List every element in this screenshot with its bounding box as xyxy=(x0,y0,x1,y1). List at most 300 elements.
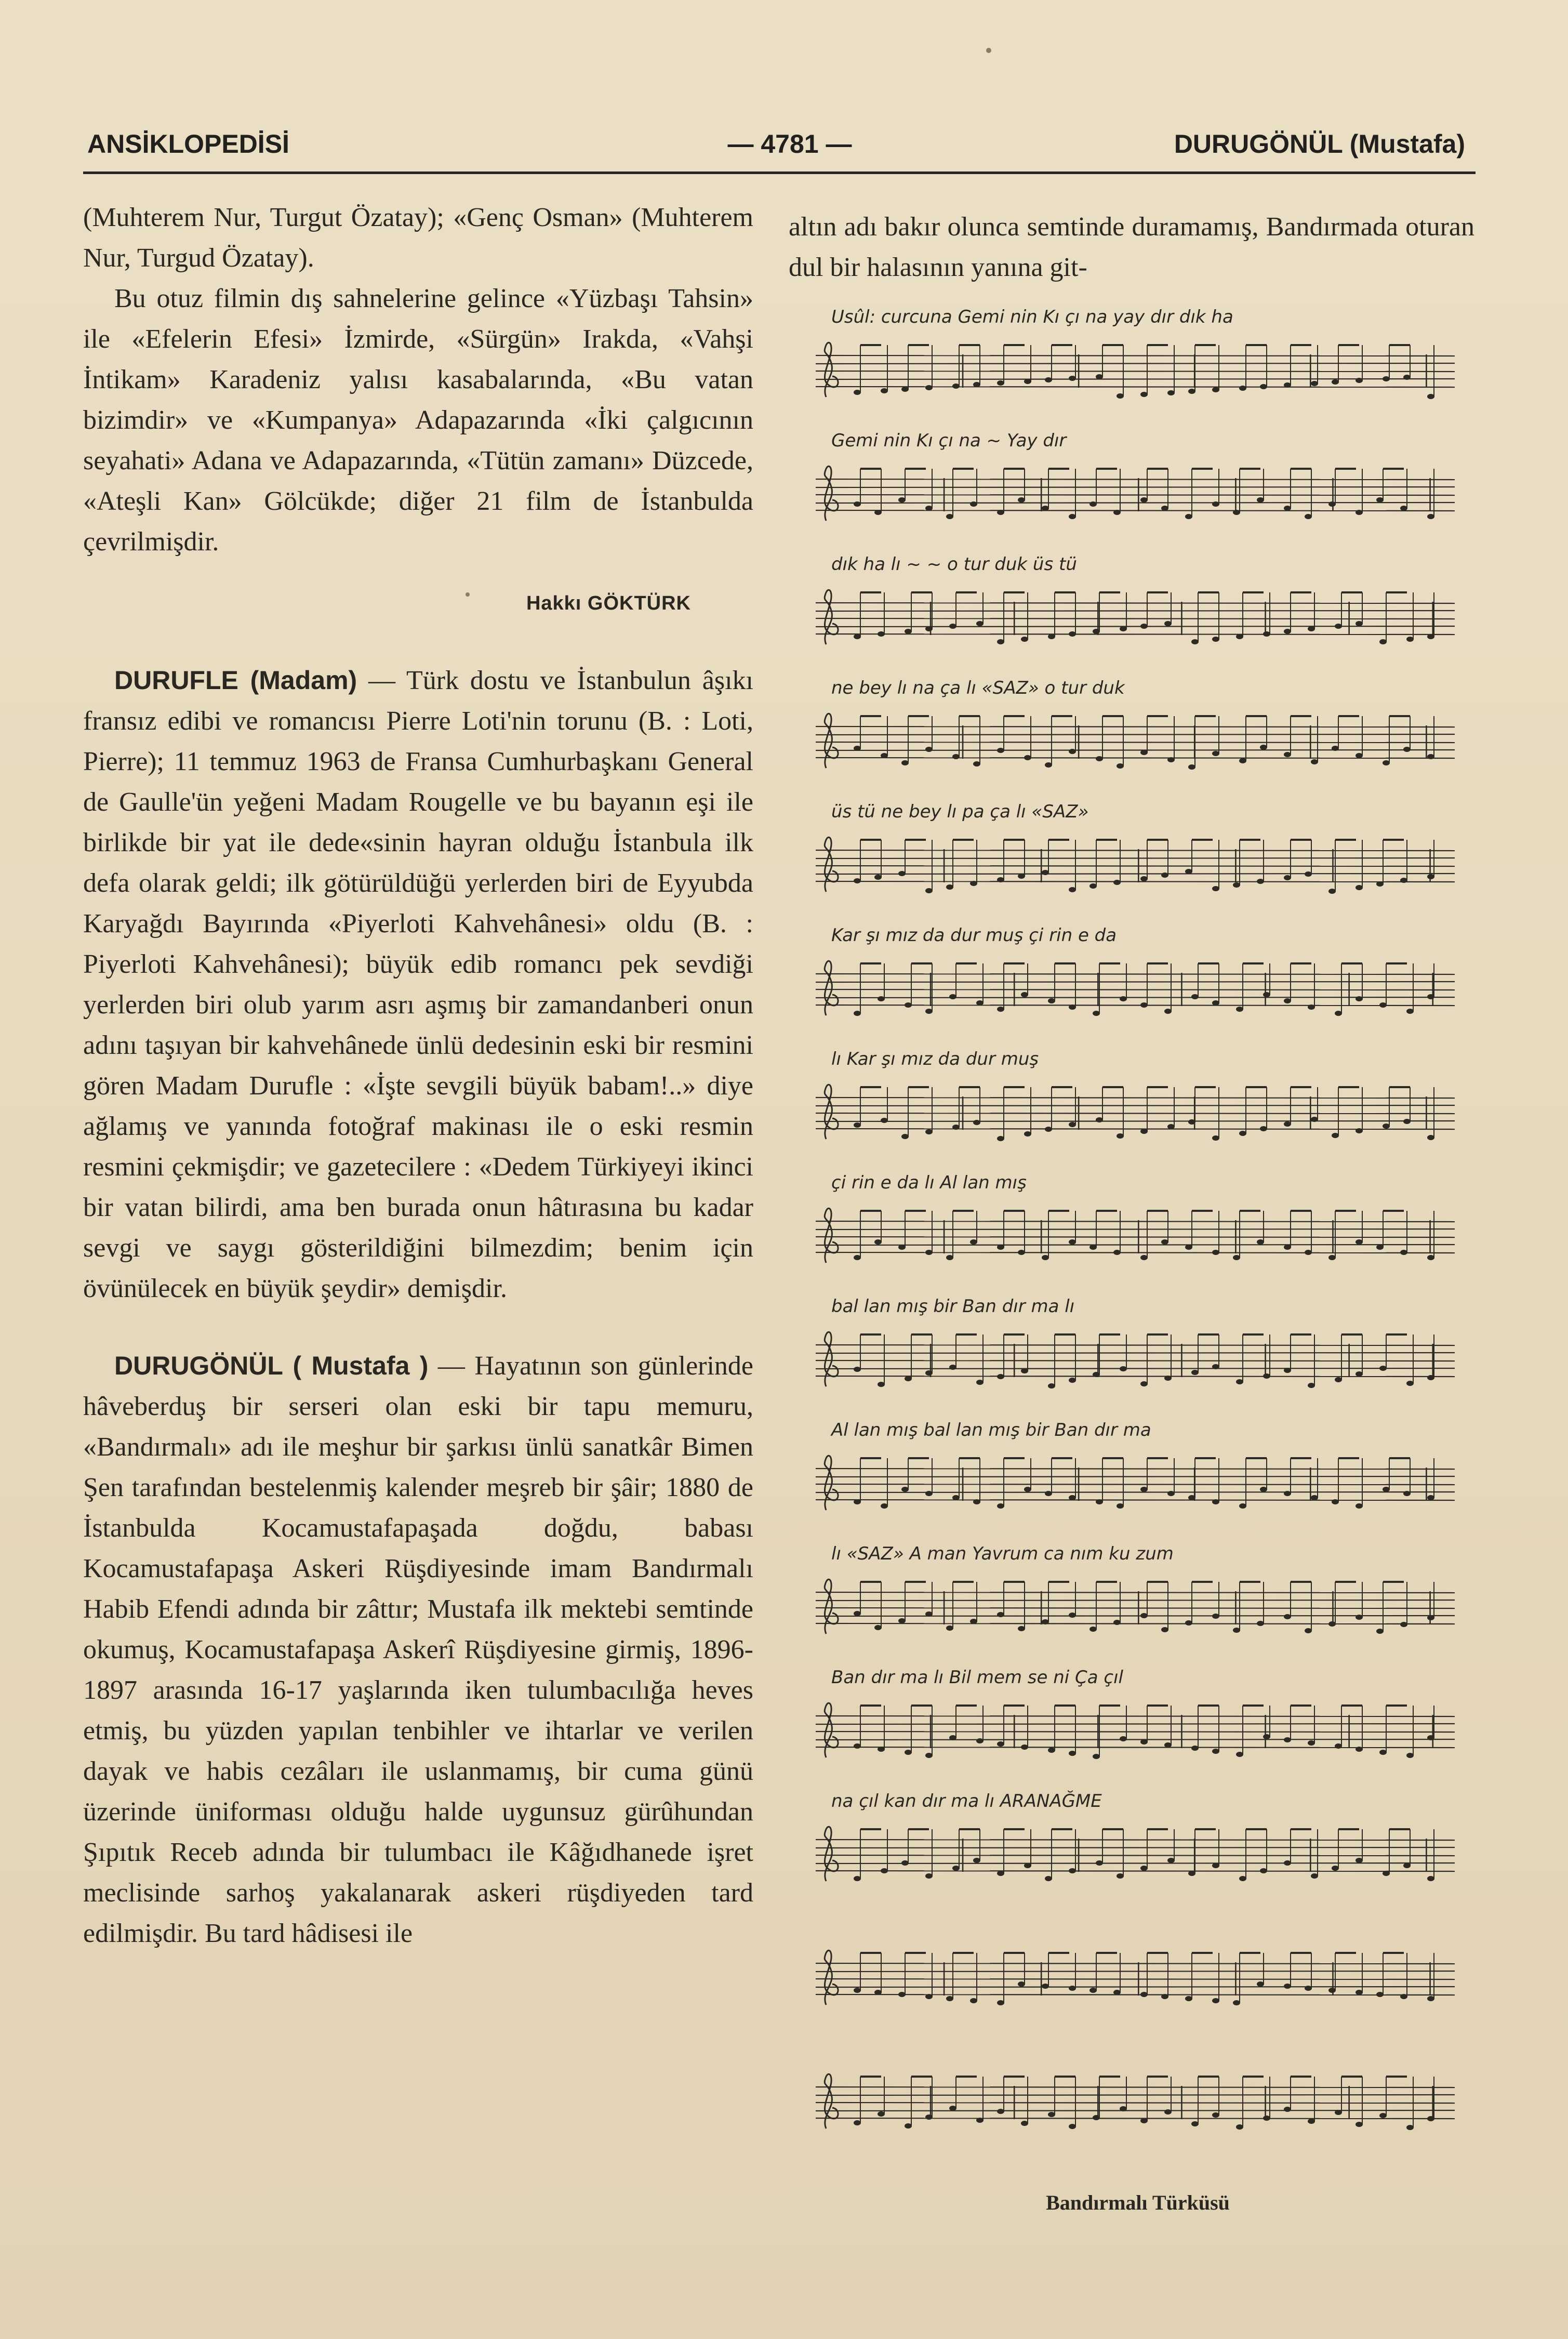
note-head xyxy=(905,1002,912,1008)
staff-system xyxy=(810,554,1465,678)
note-head xyxy=(1400,878,1407,883)
note-head xyxy=(901,1487,909,1492)
note-head xyxy=(1383,1124,1390,1129)
note-head xyxy=(901,1134,909,1139)
note-head xyxy=(1021,1368,1028,1373)
note-head xyxy=(1191,639,1199,644)
note-head xyxy=(1383,1871,1390,1876)
note-head xyxy=(1212,1863,1219,1868)
note-head xyxy=(1113,880,1121,885)
note-head xyxy=(854,390,861,395)
note-head xyxy=(1308,1383,1315,1388)
note-head xyxy=(1089,1988,1097,1993)
note-head xyxy=(854,1988,861,1993)
lyric-line: Gemi nin Kı çı na ~ Yay dır xyxy=(831,430,1067,451)
note-head xyxy=(1096,1860,1103,1866)
note-head xyxy=(1089,1245,1097,1250)
note-head xyxy=(925,2115,933,2120)
note-head xyxy=(946,884,953,890)
note-head xyxy=(997,2000,1004,2005)
note-head xyxy=(949,1365,956,1370)
note-head xyxy=(1284,1860,1291,1866)
note-head xyxy=(1069,749,1076,754)
running-head-right: DURUGÖNÜL (Mustafa) xyxy=(1174,129,1465,158)
note-head xyxy=(1376,1629,1384,1634)
staff-system xyxy=(810,1420,1465,1543)
note-head xyxy=(1236,1007,1243,1012)
note-head xyxy=(1332,1866,1339,1871)
note-head xyxy=(1263,1734,1270,1739)
note-head xyxy=(1403,1491,1411,1496)
note-head xyxy=(1284,1614,1291,1619)
note-head xyxy=(1356,1858,1363,1863)
note-head xyxy=(1284,752,1291,757)
note-head xyxy=(976,2118,984,2123)
note-head xyxy=(1284,1984,1291,1989)
note-head xyxy=(1356,996,1363,1001)
paragraph-film-list: (Muhterem Nur, Turgut Özatay); «Genç Osman» (Muhterem Nur, Turgud Özatay). xyxy=(83,203,753,273)
note-head xyxy=(1185,1996,1192,2001)
note-head xyxy=(1284,1737,1291,1742)
note-head xyxy=(1284,998,1291,1003)
note-head xyxy=(952,1495,960,1500)
note-head xyxy=(874,875,882,880)
note-head xyxy=(1113,510,1121,515)
note-head xyxy=(1356,621,1363,626)
note-head xyxy=(1305,514,1312,519)
note-head xyxy=(949,994,956,999)
note-head xyxy=(1048,998,1055,1003)
note-head xyxy=(1161,1627,1168,1632)
note-head xyxy=(1257,879,1264,884)
note-head xyxy=(1328,1255,1336,1260)
note-head xyxy=(997,1612,1004,1617)
note-head xyxy=(1188,1871,1195,1876)
treble-clef-icon xyxy=(825,837,838,892)
staff-lines xyxy=(810,1448,1465,1521)
lyric-line: Usûl: curcuna Gemi nin Kı çı na yay dır dık ha xyxy=(831,307,1233,327)
note-head xyxy=(1140,497,1148,503)
note-head xyxy=(925,1250,933,1255)
note-head xyxy=(1335,624,1342,629)
note-head xyxy=(1400,506,1407,511)
note-head xyxy=(881,388,888,393)
note-head xyxy=(1212,1135,1219,1141)
note-head xyxy=(1048,634,1055,639)
note-head xyxy=(925,1009,933,1014)
note-head xyxy=(1284,1245,1291,1250)
note-head xyxy=(997,1136,1004,1141)
staff-system xyxy=(810,430,1465,554)
note-head xyxy=(1239,1131,1246,1136)
note-head xyxy=(1212,2112,1219,2118)
note-head xyxy=(1191,1746,1199,1751)
note-head xyxy=(1018,1981,1025,1987)
lyric-line: lı Kar şı mız da dur muş xyxy=(831,1049,1039,1069)
note-head xyxy=(854,746,861,751)
note-head xyxy=(1212,501,1219,507)
staff-lines xyxy=(810,1695,1465,1768)
note-head xyxy=(1311,759,1318,764)
staff-system xyxy=(810,307,1465,430)
note-head xyxy=(1120,2106,1127,2111)
note-head xyxy=(1024,1487,1031,1492)
note-head xyxy=(1185,1620,1192,1626)
note-head xyxy=(1260,1487,1267,1492)
paragraph-right-continuation: altın adı bakır olunca semtinde duramamış, Bandırmada oturan dul bir halasının yanına git- xyxy=(789,212,1474,282)
note-head xyxy=(1042,506,1049,511)
note-head xyxy=(1096,756,1103,761)
left-column xyxy=(83,197,753,1954)
note-head xyxy=(1069,376,1076,381)
note-head xyxy=(1120,1366,1127,1371)
note-head xyxy=(1257,1621,1264,1626)
note-head xyxy=(1048,1748,1055,1753)
note-head xyxy=(1383,1487,1390,1492)
notation-caption: Bandırmalı Türküsü xyxy=(1046,2191,1230,2214)
staff-lines xyxy=(810,1200,1465,1273)
note-head xyxy=(1311,1873,1318,1879)
note-head xyxy=(1427,1735,1434,1740)
staff-lines xyxy=(810,1942,1465,2015)
note-head xyxy=(1045,377,1052,382)
note-head xyxy=(878,996,885,1001)
lyric-line: dık ha lı ~ ~ o tur duk üs tü xyxy=(831,554,1077,575)
note-head xyxy=(1167,757,1175,762)
note-head xyxy=(854,1743,861,1749)
note-head xyxy=(1406,1753,1414,1758)
note-head xyxy=(1024,1131,1031,1137)
note-head xyxy=(1093,2115,1100,2120)
note-head xyxy=(1069,1751,1076,1756)
staff-system xyxy=(810,1791,1465,1914)
note-head xyxy=(976,621,984,626)
note-head xyxy=(1403,747,1411,752)
note-head xyxy=(1260,1126,1267,1131)
note-head xyxy=(1096,374,1103,379)
note-head xyxy=(1042,870,1049,875)
staff-system xyxy=(810,1914,1465,2038)
note-head xyxy=(1335,1377,1342,1382)
note-head xyxy=(1356,1128,1363,1133)
note-head xyxy=(898,497,906,503)
note-head xyxy=(1284,2107,1291,2112)
note-head xyxy=(1427,1876,1434,1881)
note-head xyxy=(1308,1005,1315,1010)
note-head xyxy=(1257,1981,1264,1987)
entry-durugonul xyxy=(83,1345,753,1954)
note-head xyxy=(881,1868,888,1873)
note-head xyxy=(1096,1499,1103,1504)
note-head xyxy=(1018,1626,1025,1631)
note-head xyxy=(946,1996,953,2001)
staff-lines xyxy=(810,1077,1465,1149)
note-head xyxy=(970,881,977,886)
note-head xyxy=(1018,1250,1025,1255)
note-head xyxy=(973,761,980,767)
note-head xyxy=(1308,1740,1315,1746)
note-head xyxy=(1021,2121,1028,2126)
note-head xyxy=(1379,1750,1387,1755)
note-head xyxy=(874,1625,882,1630)
note-head xyxy=(976,1000,984,1006)
note-head xyxy=(1239,1876,1246,1881)
note-head xyxy=(1356,753,1363,758)
note-head xyxy=(1069,514,1076,519)
note-head xyxy=(1021,1745,1028,1750)
note-head xyxy=(1356,378,1363,383)
note-head xyxy=(997,1007,1004,1012)
note-head xyxy=(1335,1743,1342,1749)
note-head xyxy=(973,1858,980,1863)
note-head xyxy=(854,1611,861,1616)
staff-lines xyxy=(810,1819,1465,1892)
note-head xyxy=(1140,1992,1148,1997)
note-head xyxy=(1263,2116,1270,2121)
staff-system xyxy=(810,1049,1465,1172)
note-head xyxy=(1069,1495,1076,1500)
note-head xyxy=(970,1239,977,1245)
note-head xyxy=(1356,1990,1363,1995)
note-head xyxy=(1406,2125,1414,2130)
note-head xyxy=(1024,1863,1031,1868)
staff-system xyxy=(810,1667,1465,1791)
note-head xyxy=(1069,631,1076,637)
note-head xyxy=(1164,1376,1172,1381)
note-head xyxy=(925,1129,933,1134)
note-head xyxy=(905,629,912,634)
note-head xyxy=(1406,1381,1414,1386)
note-head xyxy=(1403,1863,1411,1868)
note-head xyxy=(1167,390,1175,395)
note-head xyxy=(1305,871,1312,877)
note-head xyxy=(1096,1117,1103,1122)
note-head xyxy=(1164,1742,1172,1748)
note-head xyxy=(1140,1129,1148,1134)
note-head xyxy=(925,888,933,893)
note-head xyxy=(1257,497,1264,503)
lyric-line: üs tü ne bey lı pa ça lı «SAZ» xyxy=(831,801,1089,822)
note-head xyxy=(901,760,909,765)
note-head xyxy=(1117,1133,1124,1139)
note-head xyxy=(1117,1873,1124,1879)
note-head xyxy=(898,1245,906,1250)
note-head xyxy=(1284,875,1291,880)
note-head xyxy=(881,753,888,758)
note-head xyxy=(878,1382,885,1387)
note-head xyxy=(1284,629,1291,634)
treble-clef-icon xyxy=(825,342,838,397)
note-head xyxy=(1400,1994,1407,1999)
note-head xyxy=(878,631,885,637)
note-head xyxy=(1311,1495,1318,1500)
note-head xyxy=(898,871,906,876)
note-head xyxy=(1236,2124,1243,2130)
note-head xyxy=(1045,1127,1052,1132)
note-head xyxy=(1167,1858,1175,1863)
note-head xyxy=(1113,1990,1121,1995)
treble-clef-icon xyxy=(825,961,838,1015)
note-head xyxy=(854,501,861,507)
note-head xyxy=(1263,1373,1270,1379)
note-head xyxy=(976,1380,984,1385)
note-head xyxy=(1328,1988,1336,1993)
note-head xyxy=(1069,1868,1076,1873)
note-head xyxy=(1356,1747,1363,1752)
note-head xyxy=(1120,996,1127,1001)
note-head xyxy=(1376,497,1384,503)
staff-system xyxy=(810,1296,1465,1420)
note-head xyxy=(1140,1381,1148,1386)
note-head xyxy=(925,626,933,631)
note-head xyxy=(1403,375,1411,380)
note-head xyxy=(970,1998,977,2003)
lyric-line xyxy=(831,2038,1455,2069)
note-head xyxy=(905,1376,912,1381)
note-head xyxy=(1260,384,1267,389)
note-head xyxy=(1167,1491,1175,1496)
note-head xyxy=(901,1860,909,1866)
note-head xyxy=(946,514,953,519)
note-head xyxy=(1212,1499,1219,1504)
note-head xyxy=(952,754,960,759)
note-head xyxy=(1233,882,1240,888)
note-head xyxy=(1018,874,1025,879)
note-head xyxy=(1021,637,1028,642)
note-head xyxy=(1018,497,1025,503)
note-head xyxy=(854,1011,861,1016)
note-head xyxy=(1024,379,1031,384)
note-head xyxy=(1161,873,1168,878)
note-head xyxy=(925,1753,933,1758)
note-head xyxy=(1427,634,1434,639)
note-head xyxy=(997,639,1004,644)
lyric-line: lı «SAZ» A man Yavrum ca nım ku zum xyxy=(831,1543,1174,1564)
note-head xyxy=(1328,501,1336,507)
note-head xyxy=(1356,1239,1363,1245)
note-head xyxy=(1140,1487,1148,1492)
note-head xyxy=(1263,631,1270,637)
treble-clef-icon xyxy=(825,1579,838,1634)
note-head xyxy=(1308,626,1315,631)
note-head xyxy=(1427,994,1434,999)
author-signature: Hakkı GÖKTÜRK xyxy=(526,592,691,614)
note-head xyxy=(1089,501,1097,507)
note-head xyxy=(997,1741,1004,1747)
note-head xyxy=(997,1374,1004,1379)
note-head xyxy=(1332,1499,1339,1504)
treble-clef-icon xyxy=(825,713,838,768)
note-head xyxy=(1332,1133,1339,1138)
entry-body-durufle: — Türk dostu ve İstanbulun âşıkı fransız edibi ve romancısı Pierre Loti'nin torunu (B. : Loti, Pierre); 11 temmuz 1963 de Fransa Cumhurbaşkanı General de Gaulle'ün yeğeni Madam Rougelle ve bu bayanın eşi ile birlikde bir yat ile dede«sinin hayran olduğu İstanbula ilk defa olarak geldi; ilk götürüldüğü yerlerden biri de Eyyubda Karyağdı Bayırında «Piyerloti Kahvehânesi» oldu (B. : Piyerloti Kahvehânesi); büyük edib romancı pek sevdiği yerlerden biri olub yarım asrı aşmış bir zamandanberi onun adını taşıyan bir kahvehânede ünlü dedesinin eski bir resmini gören Madam Durufle : «İşte sevgili büyük babam!..» diye ağlamış ve yanında fotoğraf makinası ile o eski resmin resmini çekmişdir; ve gazetecilere : «Dedem Türkiyeyi ikinci bir vatan bilirdi, ama ben burada onun hâtırasına bu kadar sevgi ve saygı gösterildiğini bilmezdim; benim için övünülecek en büyük şeydir» demişdir. xyxy=(83,666,753,1303)
treble-clef-icon xyxy=(825,1208,838,1263)
note-head xyxy=(949,2106,956,2111)
note-head xyxy=(854,1255,861,1260)
header-rule xyxy=(83,171,1476,174)
note-head xyxy=(854,878,861,883)
note-head xyxy=(1042,1984,1049,1989)
note-head xyxy=(901,387,909,392)
treble-clef-icon xyxy=(825,1950,838,2005)
note-head xyxy=(1140,1002,1148,1008)
note-head xyxy=(1212,1749,1219,1754)
note-head xyxy=(1212,387,1219,392)
note-head xyxy=(1406,1009,1414,1014)
lyric-line: bal lan mış bir Ban dır ma lı xyxy=(831,1296,1075,1317)
note-head xyxy=(1263,992,1270,997)
note-head xyxy=(1284,382,1291,388)
note-head xyxy=(1403,1119,1411,1124)
note-head xyxy=(1400,1250,1407,1255)
note-head xyxy=(997,1871,1004,1876)
note-head xyxy=(997,2109,1004,2114)
note-head xyxy=(952,1125,960,1130)
note-head xyxy=(1069,1378,1076,1383)
music-notation xyxy=(810,307,1465,2125)
note-head xyxy=(1305,1628,1312,1633)
note-head xyxy=(973,382,980,387)
note-head xyxy=(1427,1255,1434,1260)
note-head xyxy=(1308,2119,1315,2124)
note-head xyxy=(1233,1628,1240,1633)
note-head xyxy=(1069,1005,1076,1010)
note-head xyxy=(1140,1739,1148,1745)
note-head xyxy=(874,1990,882,1995)
entry-term-durufle: DURUFLE (Madam) xyxy=(114,666,357,695)
note-head xyxy=(1212,637,1219,642)
note-head xyxy=(1069,1239,1076,1245)
staff-system xyxy=(810,801,1465,925)
note-head xyxy=(1140,392,1148,397)
note-head xyxy=(997,1503,1004,1509)
paper-speck xyxy=(986,48,991,53)
note-head xyxy=(1356,2122,1363,2127)
staff-lines xyxy=(810,706,1465,778)
note-head xyxy=(949,624,956,629)
note-head xyxy=(1164,1009,1172,1014)
note-head xyxy=(1236,634,1243,639)
note-head xyxy=(1376,1245,1384,1250)
note-head xyxy=(854,2120,861,2125)
note-head xyxy=(1427,2116,1434,2121)
note-head xyxy=(1140,624,1148,629)
note-head xyxy=(898,1618,906,1623)
note-head xyxy=(925,385,933,390)
note-head xyxy=(1236,1379,1243,1384)
note-head xyxy=(1191,1370,1199,1375)
note-head xyxy=(1239,1503,1246,1509)
lyric-line: na çıl kan dır ma lı ARANAĞME xyxy=(831,1791,1102,1812)
note-head xyxy=(1427,514,1434,519)
note-head xyxy=(1024,755,1031,760)
note-head xyxy=(1233,2000,1240,2005)
note-head xyxy=(1239,386,1246,391)
lyric-line: ne bey lı na ça lı «SAZ» o tur duk xyxy=(831,678,1125,698)
note-head xyxy=(925,1370,933,1376)
staff-lines xyxy=(810,2066,1465,2139)
note-head xyxy=(925,747,933,752)
treble-clef-icon xyxy=(825,1827,838,1881)
note-head xyxy=(1427,1495,1434,1500)
note-head xyxy=(1427,1375,1434,1380)
note-head xyxy=(1356,510,1363,515)
staff-lines xyxy=(810,458,1465,531)
note-head xyxy=(854,1876,861,1881)
staff-lines xyxy=(810,582,1465,655)
note-head xyxy=(854,1499,861,1504)
note-head xyxy=(1069,1613,1076,1618)
note-head xyxy=(1212,886,1219,891)
